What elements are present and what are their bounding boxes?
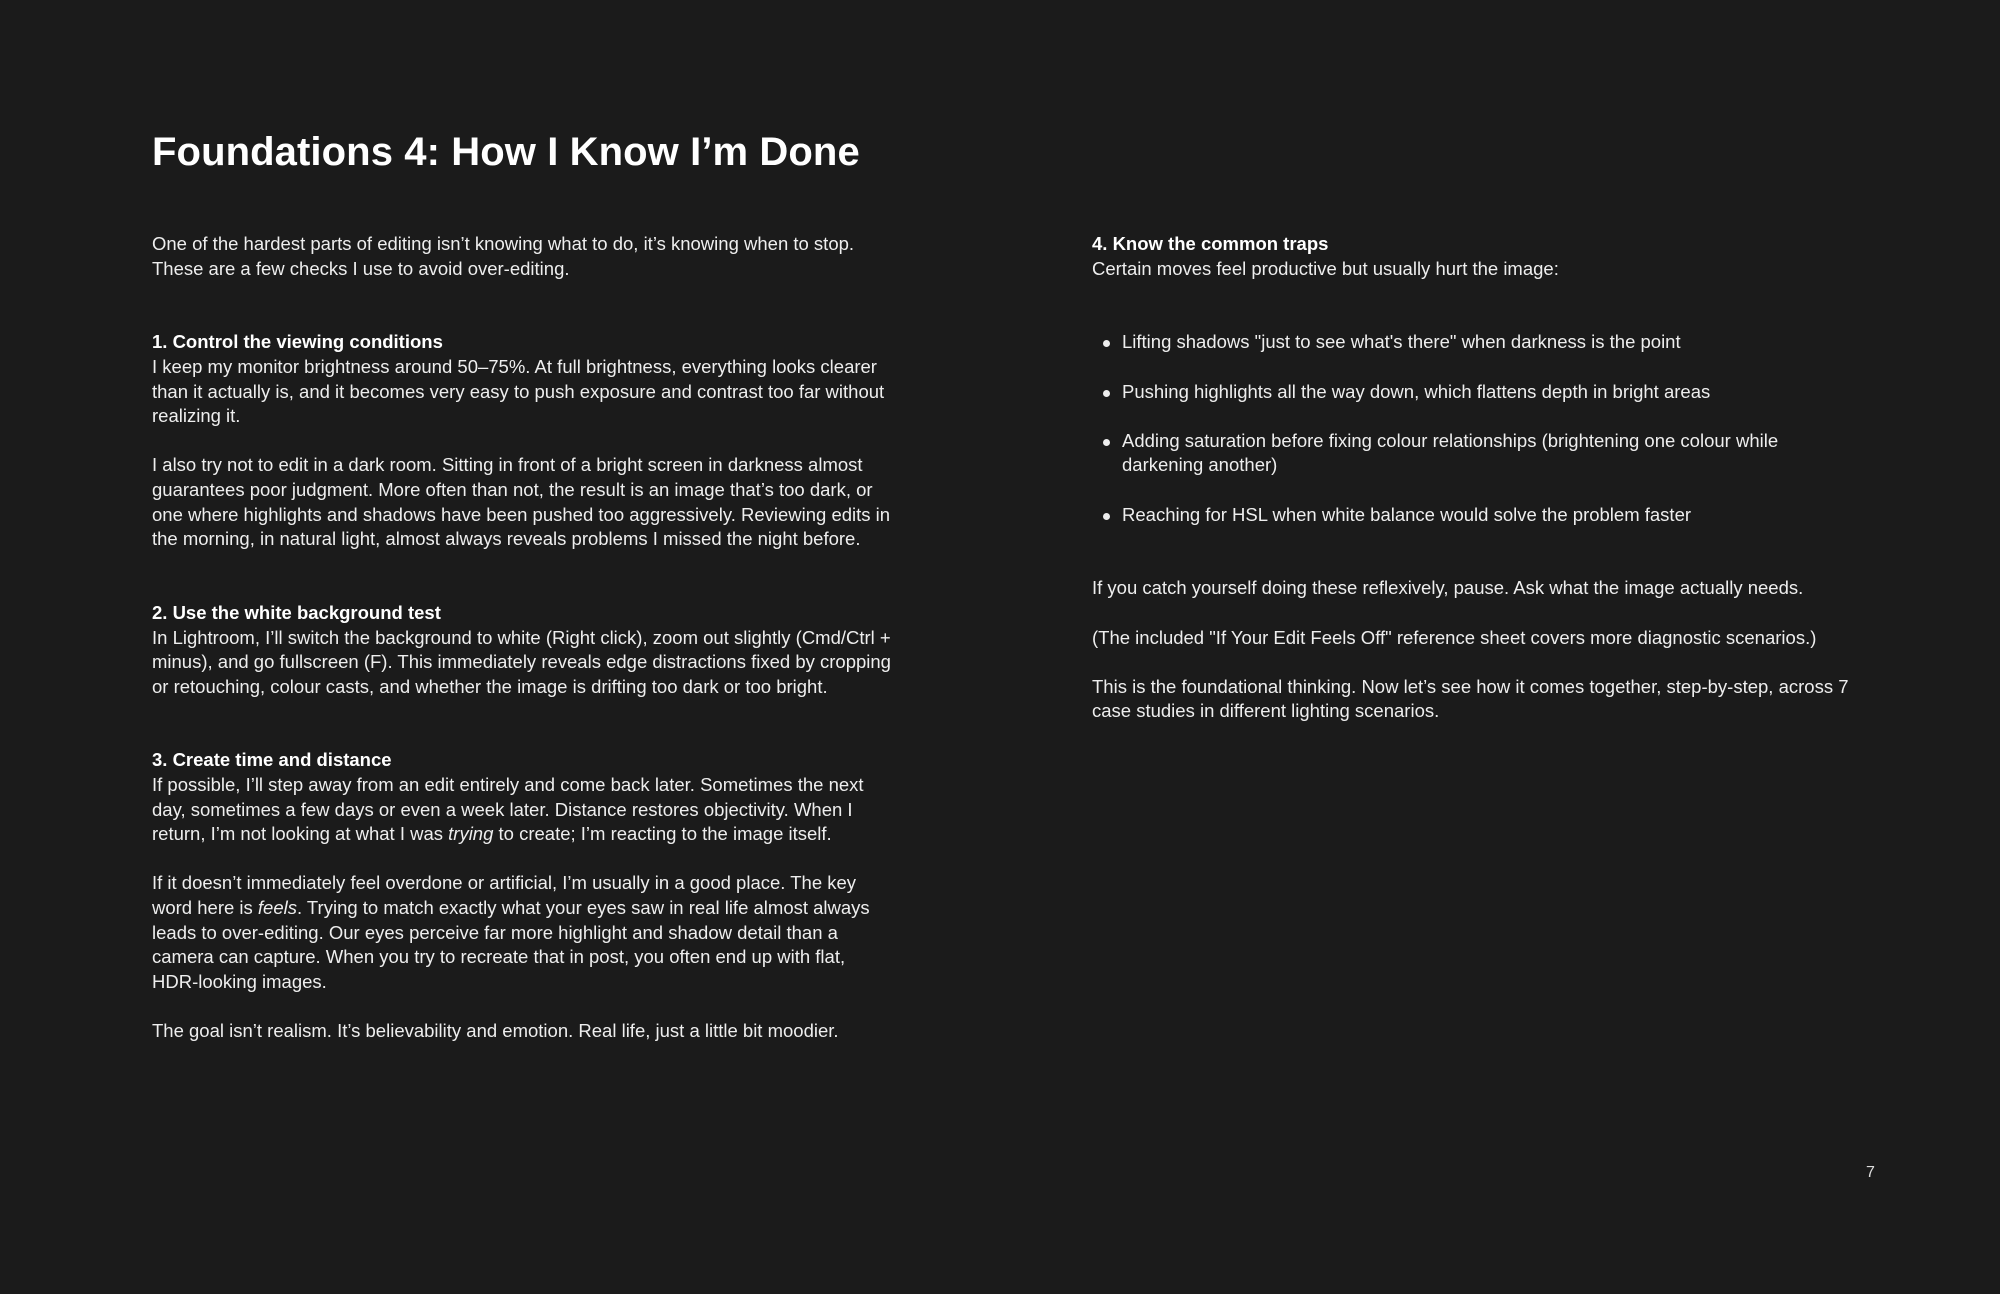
list-item-text: Reaching for HSL when white balance would solve the problem faster xyxy=(1122,503,1692,525)
section-heading: 3. Create time and distance xyxy=(152,749,392,771)
page-number: 7 xyxy=(1866,1164,1875,1181)
section-paragraph: In Lightroom, I’ll switch the background to white (Right click), zoom out slightly (Cmd/Ctrl + minus), and go fullscreen (F). This immediately reveals edge distractions fixed by cropping or retouching, colour casts, and whether the image is drifting too dark or too bright. xyxy=(152,626,891,697)
text-run: . Trying to match exactly what your eyes saw in real life almost always leads to over-editing. Our eyes perceive far more highlight and shadow detail than a camera can capture. When you try to recreate that in post, you often end up with flat, HDR-looking images. xyxy=(152,897,870,992)
emphasis-text: feels xyxy=(257,897,297,919)
bullet-icon xyxy=(1103,513,1110,520)
left-column xyxy=(152,232,892,1044)
emphasis-text: trying xyxy=(448,823,494,845)
bullet-icon xyxy=(1103,340,1110,347)
text-run: If it doesn’t immediately feel overdone or artificial, I’m usually in a good place. The key word here is xyxy=(152,872,857,919)
section-paragraph: The goal isn’t realism. It’s believability and emotion. Real life, just a little bit moodier. xyxy=(152,1020,839,1041)
list-item-text: Adding saturation before fixing colour relationships (brightening one colour while darkening another) xyxy=(1122,429,1779,476)
traps-list xyxy=(1092,330,1852,527)
list-item xyxy=(1092,429,1852,478)
section-paragraph: I keep my monitor brightness around 50–75%. At full brightness, everything looks clearer than it actually is, and it becomes very easy to push exposure and contrast too far without realizing it. xyxy=(152,355,885,427)
bullet-icon xyxy=(1103,390,1110,397)
section-paragraph xyxy=(152,773,892,847)
section-heading: 1. Control the viewing conditions xyxy=(152,331,443,353)
section-paragraph: If you catch yourself doing these reflexively, pause. Ask what the image actually needs. xyxy=(1092,577,1804,599)
text-run: If possible, I’ll step away from an edit entirely and come back later. Sometimes the next day, sometimes a few days or even a week later. Distance restores objectivity. When I return, I’m not looking at what I was xyxy=(152,774,864,845)
list-item xyxy=(1092,380,1852,405)
section-paragraph: I also try not to edit in a dark room. Sitting in front of a bright screen in darkness almost guarantees poor judgment. More often than not, the result is an image that’s too dark, or one where highlights and shadows have been pushed too aggressively. Reviewing edits in the morning, in natural light, almost always reveals problems I missed the night before. xyxy=(152,454,891,550)
text-run: to create; I’m reacting to the image itself. xyxy=(493,823,832,845)
section-heading: 2. Use the white background test xyxy=(152,601,441,623)
section-viewing-conditions xyxy=(152,330,892,551)
list-item xyxy=(1092,503,1852,528)
intro-paragraph: One of the hardest parts of editing isn’t knowing what to do, it’s knowing when to stop. These are a few checks I use to avoid over-editing. xyxy=(152,233,855,279)
list-item-text: Pushing highlights all the way down, which flattens depth in bright areas xyxy=(1122,380,1711,402)
section-paragraph: (The included "If Your Edit Feels Off" reference sheet covers more diagnostic scenarios.) xyxy=(1092,626,1817,648)
section-paragraph: This is the foundational thinking. Now let’s see how it comes together, step-by-step, across 7 case studies in different lighting scenarios. xyxy=(1092,675,1849,722)
section-paragraph xyxy=(152,871,892,994)
page-title: Foundations 4: How I Know I’m Done xyxy=(152,130,860,174)
bullet-icon xyxy=(1103,439,1110,446)
section-paragraph: Certain moves feel productive but usually hurt the image: xyxy=(1092,257,1559,279)
right-column xyxy=(1092,232,1852,724)
section-common-traps xyxy=(1092,232,1852,724)
section-white-background-test xyxy=(152,601,892,699)
section-heading: 4. Know the common traps xyxy=(1092,233,1329,254)
list-item-text: Lifting shadows "just to see what's there" when darkness is the point xyxy=(1122,331,1681,353)
list-item xyxy=(1092,330,1852,355)
section-time-and-distance xyxy=(152,748,892,1043)
